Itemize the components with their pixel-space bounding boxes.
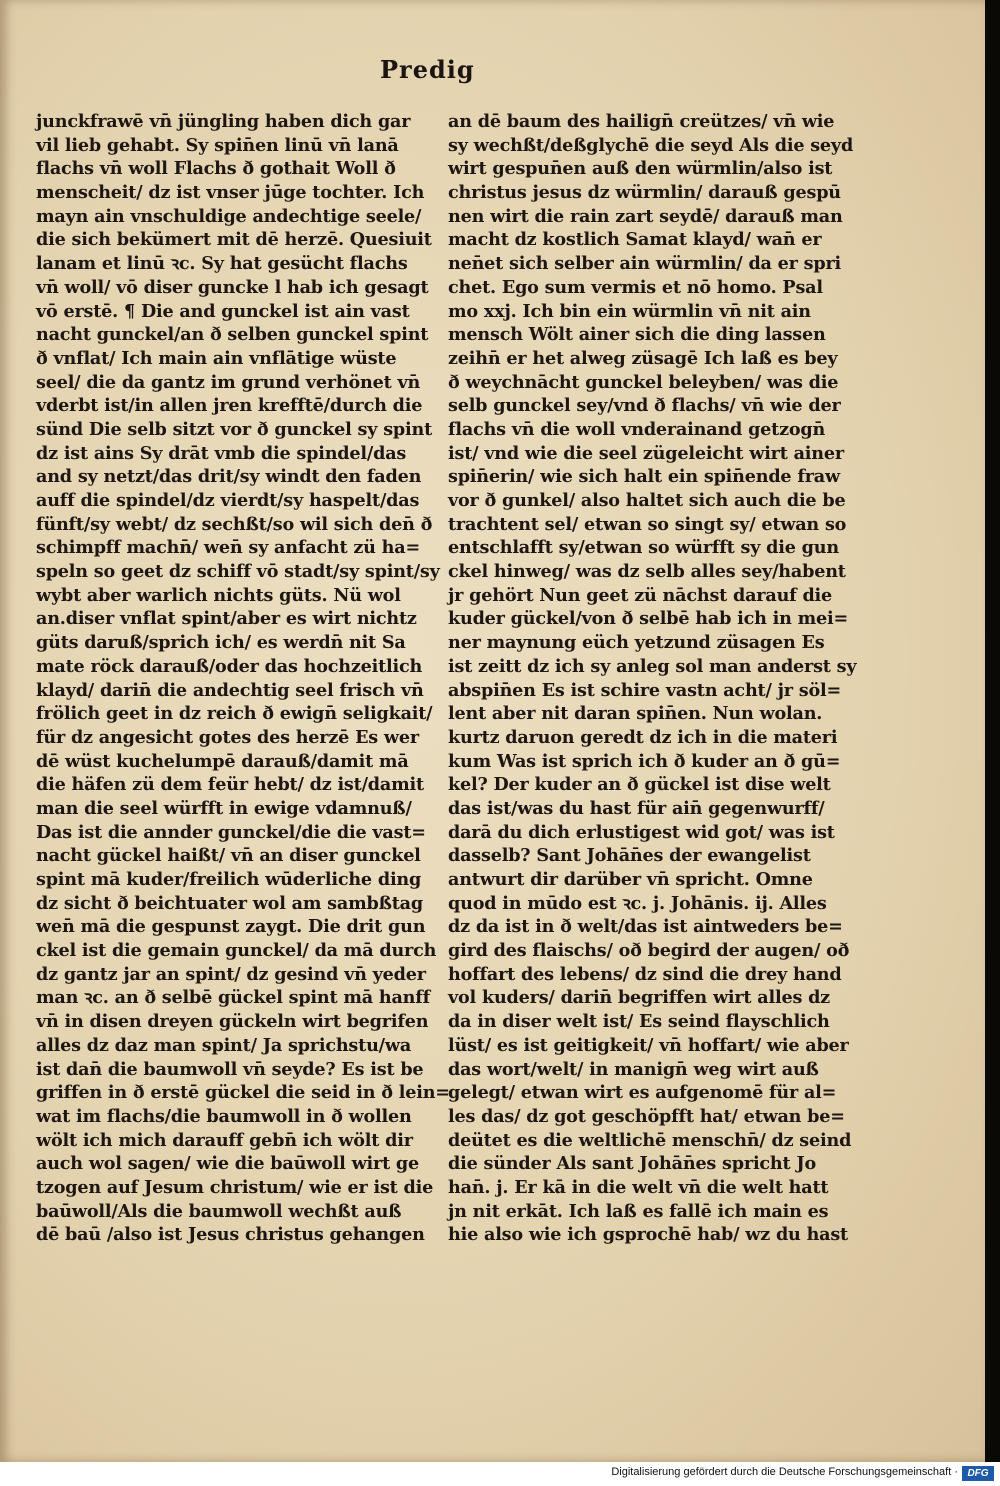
text-line: ist/ vnd wie die seel zügeleicht wirt ainer bbox=[448, 442, 844, 464]
text-line: schimpff machn̄/ wen̄ sy anfacht zü ha= bbox=[36, 537, 421, 559]
text-line: ner maynung eüch yetzund züsagen Es bbox=[448, 632, 825, 654]
text-line: baūwoll/Als die baumwoll wechßt auß bbox=[36, 1200, 402, 1222]
text-line: ist dan̄ die baumwoll vn̄ seyde? Es ist be bbox=[36, 1058, 424, 1080]
text-line: mayn ain vnschuldige andechtige seele/ bbox=[36, 205, 422, 227]
text-line: klayd/ darin̄ die andechtig seel frisch vn̄ bbox=[36, 679, 424, 701]
text-line: dz sicht ð beichtuater wol am sambßtag bbox=[36, 892, 423, 914]
text-line: dz ist ains Sy drāt vmb die spindel/das bbox=[36, 442, 407, 464]
text-line: flachs vn̄ die woll vnderainand getzogn̄ bbox=[448, 418, 826, 440]
text-line: vn̄ woll/ vō diser guncke l hab ich gesagt bbox=[36, 276, 429, 298]
text-line: wirt gespun̄en auß den würmlin/also ist bbox=[448, 158, 833, 180]
text-line: güts daruß/sprich ich/ es werdn̄ nit Sa bbox=[36, 632, 406, 654]
text-line: junckfrawē vn̄ jüngling haben dich gar bbox=[36, 111, 411, 132]
text-line: dē wüst kuchelumpē darauß/damit mā bbox=[36, 750, 409, 772]
text-line: an dē baum des hailign̄ creützes/ vn̄ wie bbox=[448, 111, 835, 132]
text-line: vderbt ist/in allen jren krefftē/durch die bbox=[36, 395, 423, 417]
text-line: wat im flachs/die baumwoll in ð wollen bbox=[36, 1105, 412, 1127]
footer-bar bbox=[0, 1462, 1000, 1486]
text-line: mate röck darauß/oder das hochzeitlich bbox=[36, 655, 423, 677]
text-line: kum Was ist sprich ich ð kuder an ð gū= bbox=[448, 750, 841, 772]
funding-notice: Digitalisierung gefördert durch die Deutsche Forschungsgemeinschaft · bbox=[611, 1466, 958, 1478]
text-line: darā du dich erlustigest wid got/ was ist bbox=[448, 821, 835, 843]
text-line: tzogen auf Jesum christum/ wie er ist die bbox=[36, 1176, 434, 1198]
text-line: seel/ die da gantz im grund verhönet vn̄ bbox=[36, 371, 421, 393]
running-header: Predig bbox=[380, 55, 475, 84]
text-line: das wort/welt/ in manign̄ weg wirt auß bbox=[448, 1058, 819, 1080]
text-line: chet. Ego sum vermis et nō homo. Psal bbox=[448, 276, 823, 298]
text-line: griffen in ð erstē gückel die seid in ð lein= bbox=[36, 1082, 450, 1104]
text-line: menscheit/ dz ist vnser jūge tochter. Ich bbox=[36, 182, 425, 204]
text-line: kuder gückel/von ð selbē hab ich in mei= bbox=[448, 608, 849, 630]
text-line: abspin̄en Es ist schire vastn acht/ jr söl= bbox=[448, 679, 842, 701]
text-line: mo xxj. Ich bin ein würmlin vn̄ nit ain bbox=[448, 300, 811, 322]
text-line: ckel ist die gemain gunckel/ da mā durch bbox=[36, 940, 437, 962]
text-line: nacht gückel haißt/ vn̄ an diser gunckel bbox=[36, 845, 421, 867]
text-line: macht dz kostlich Samat klayd/ wan̄ er bbox=[448, 229, 822, 251]
text-line: vor ð gunkel/ also haltet sich auch die be bbox=[448, 490, 846, 511]
text-line: an.diser vnflat spint/aber es wirt nichtz bbox=[36, 608, 417, 630]
text-line: jn nit erkāt. Ich laß es fallē ich main es bbox=[448, 1200, 829, 1222]
text-line: die häfen zü dem feür hebt/ dz ist/damit bbox=[36, 774, 424, 796]
text-line: man die seel würfft in ewige vdamnuß/ bbox=[36, 797, 412, 819]
text-line: kurtz daruon geredt dz ich in die materi bbox=[448, 726, 838, 748]
text-line: quod in mūdo est ꝛc. j. Johānis. ij. Alles bbox=[448, 892, 827, 914]
text-line: nen̄et sich selber ain würmlin/ da er spri bbox=[448, 253, 842, 275]
right-text-column bbox=[448, 110, 857, 1247]
text-line: speln so geet dz schiff vō stadt/sy spint/sy bbox=[36, 561, 440, 583]
text-line: entschlafft sy/etwan so würfft sy die gun bbox=[448, 537, 839, 559]
text-line: and sy netzt/das drit/sy windt den faden bbox=[36, 466, 422, 488]
text-line: wen̄ mā die gespunst zaygt. Die drit gun bbox=[36, 916, 426, 938]
text-line: für dz angesicht gotes des herzē Es wer bbox=[36, 726, 419, 748]
text-line: hoffart des lebens/ dz sind die drey hand bbox=[448, 963, 842, 985]
text-line: ist zeitt dz ich sy anleg sol man anderst sy bbox=[448, 655, 857, 677]
text-line: nen wirt die rain zart seydē/ darauß man bbox=[448, 205, 843, 227]
text-line: trachtent sel/ etwan so singt sy/ etwan so bbox=[448, 513, 847, 535]
text-line: sy wechßt/deßglychē die seyd Als die seyd bbox=[448, 134, 854, 156]
text-line: deütet es die weltlichē menschn̄/ dz seind bbox=[448, 1129, 852, 1151]
text-line: vō erstē. ¶ Die and gunckel ist ain vast bbox=[36, 300, 410, 322]
text-line: alles dz daz man spint/ Ja sprichstu/wa bbox=[36, 1034, 412, 1056]
text-line: lüst/ es ist geitigkeit/ vn̄ hoffart/ wie aber bbox=[448, 1034, 849, 1056]
text-line: dē baū /also ist Jesus christus gehangen bbox=[36, 1224, 425, 1246]
text-line: gelegt/ etwan wirt es aufgenomē für al= bbox=[448, 1082, 837, 1104]
text-line: kel? Der kuder an ð gückel ist dise welt bbox=[448, 774, 831, 796]
text-line: spin̄erin/ wie sich halt ein spin̄ende fraw bbox=[448, 466, 840, 488]
text-line: nacht gunckel/an ð selben gunckel spint bbox=[36, 324, 429, 346]
text-line: dz gantz jar an spint/ dz gesind vn̄ yeder bbox=[36, 963, 426, 985]
text-line: zeihn̄ er het alweg züsagē Ich laß es bey bbox=[448, 347, 838, 369]
text-line: han̄. j. Er kā in die welt vn̄ die welt hatt bbox=[448, 1176, 829, 1198]
text-line: das ist/was du hast für ain̄ gegenwurff/ bbox=[448, 797, 825, 819]
text-line: mensch Wölt ainer sich die ding lassen bbox=[448, 324, 826, 346]
text-line: antwurt dir darüber vn̄ spricht. Omne bbox=[448, 869, 813, 890]
text-line: les das/ dz got geschöpfft hat/ etwan be= bbox=[448, 1105, 845, 1127]
text-line: ð vnflat/ Ich main ain vnflātige wüste bbox=[36, 347, 397, 369]
text-line: die sich bekümert mit dē herzē. Quesiuit bbox=[36, 229, 432, 251]
text-line: hie also wie ich gsprochē hab/ wz du hast bbox=[448, 1224, 848, 1246]
text-line: dz da ist in ð welt/das ist aintweders be= bbox=[448, 916, 843, 938]
text-line: lent aber nit daran spin̄en. Nun wolan. bbox=[448, 703, 823, 725]
text-line: auff die spindel/dz vierdt/sy haspelt/das bbox=[36, 490, 420, 511]
text-line: vn̄ in disen dreyen gückeln wirt begrifen bbox=[36, 1011, 429, 1033]
text-line: selb gunckel sey/vnd ð flachs/ vn̄ wie der bbox=[448, 395, 841, 417]
text-line: die sünder Als sant Johān̄es spricht Jo bbox=[448, 1153, 817, 1175]
text-line: spint mā kuder/freilich wūderliche ding bbox=[36, 869, 422, 890]
text-line: auch wol sagen/ wie die baūwoll wirt ge bbox=[36, 1153, 420, 1175]
text-line: vol kuders/ darin̄ begriffen wirt alles dz bbox=[448, 987, 830, 1009]
text-line: christus jesus dz würmlin/ darauß gespū bbox=[448, 182, 841, 204]
text-line: da in diser welt ist/ Es seind flayschlich bbox=[448, 1011, 830, 1033]
text-line: frölich geet in dz reich ð ewign̄ seligkait/ bbox=[36, 703, 433, 725]
text-line: lanam et linū ꝛc. Sy hat gesücht flachs bbox=[36, 253, 408, 275]
text-line: wybt aber warlich nichts güts. Nü wol bbox=[36, 584, 401, 606]
left-text-column bbox=[36, 110, 450, 1247]
text-line: dasselb? Sant Johān̄es der ewangelist bbox=[448, 845, 811, 867]
text-line: ckel hinweg/ was dz selb alles sey/habent bbox=[448, 561, 846, 583]
text-line: sünd Die selb sitzt vor ð gunckel sy spint bbox=[36, 418, 433, 440]
text-line: flachs vn̄ woll Flachs ð gothait Woll ð bbox=[36, 158, 396, 180]
text-line: man ꝛc. an ð selbē gückel spint mā hanff bbox=[36, 987, 431, 1009]
text-line: ð weychnācht gunckel beleyben/ was die bbox=[448, 371, 839, 393]
text-line: gird des flaischs/ oð begird der augen/ oð bbox=[448, 940, 850, 962]
text-line: fünft/sy webt/ dz sechßt/so wil sich den̄ ð bbox=[36, 513, 433, 535]
text-line: Das ist die annder gunckel/die die vast= bbox=[36, 821, 426, 843]
text-line: jr gehört Nun geet zü nāchst darauf die bbox=[448, 584, 833, 606]
text-line: wölt ich mich darauff gebn̄ ich wölt dir bbox=[36, 1129, 413, 1151]
text-line: vil lieb gehabt. Sy spin̄en linū vn̄ lanā bbox=[36, 134, 399, 156]
dfg-logo: DFG bbox=[962, 1466, 994, 1481]
